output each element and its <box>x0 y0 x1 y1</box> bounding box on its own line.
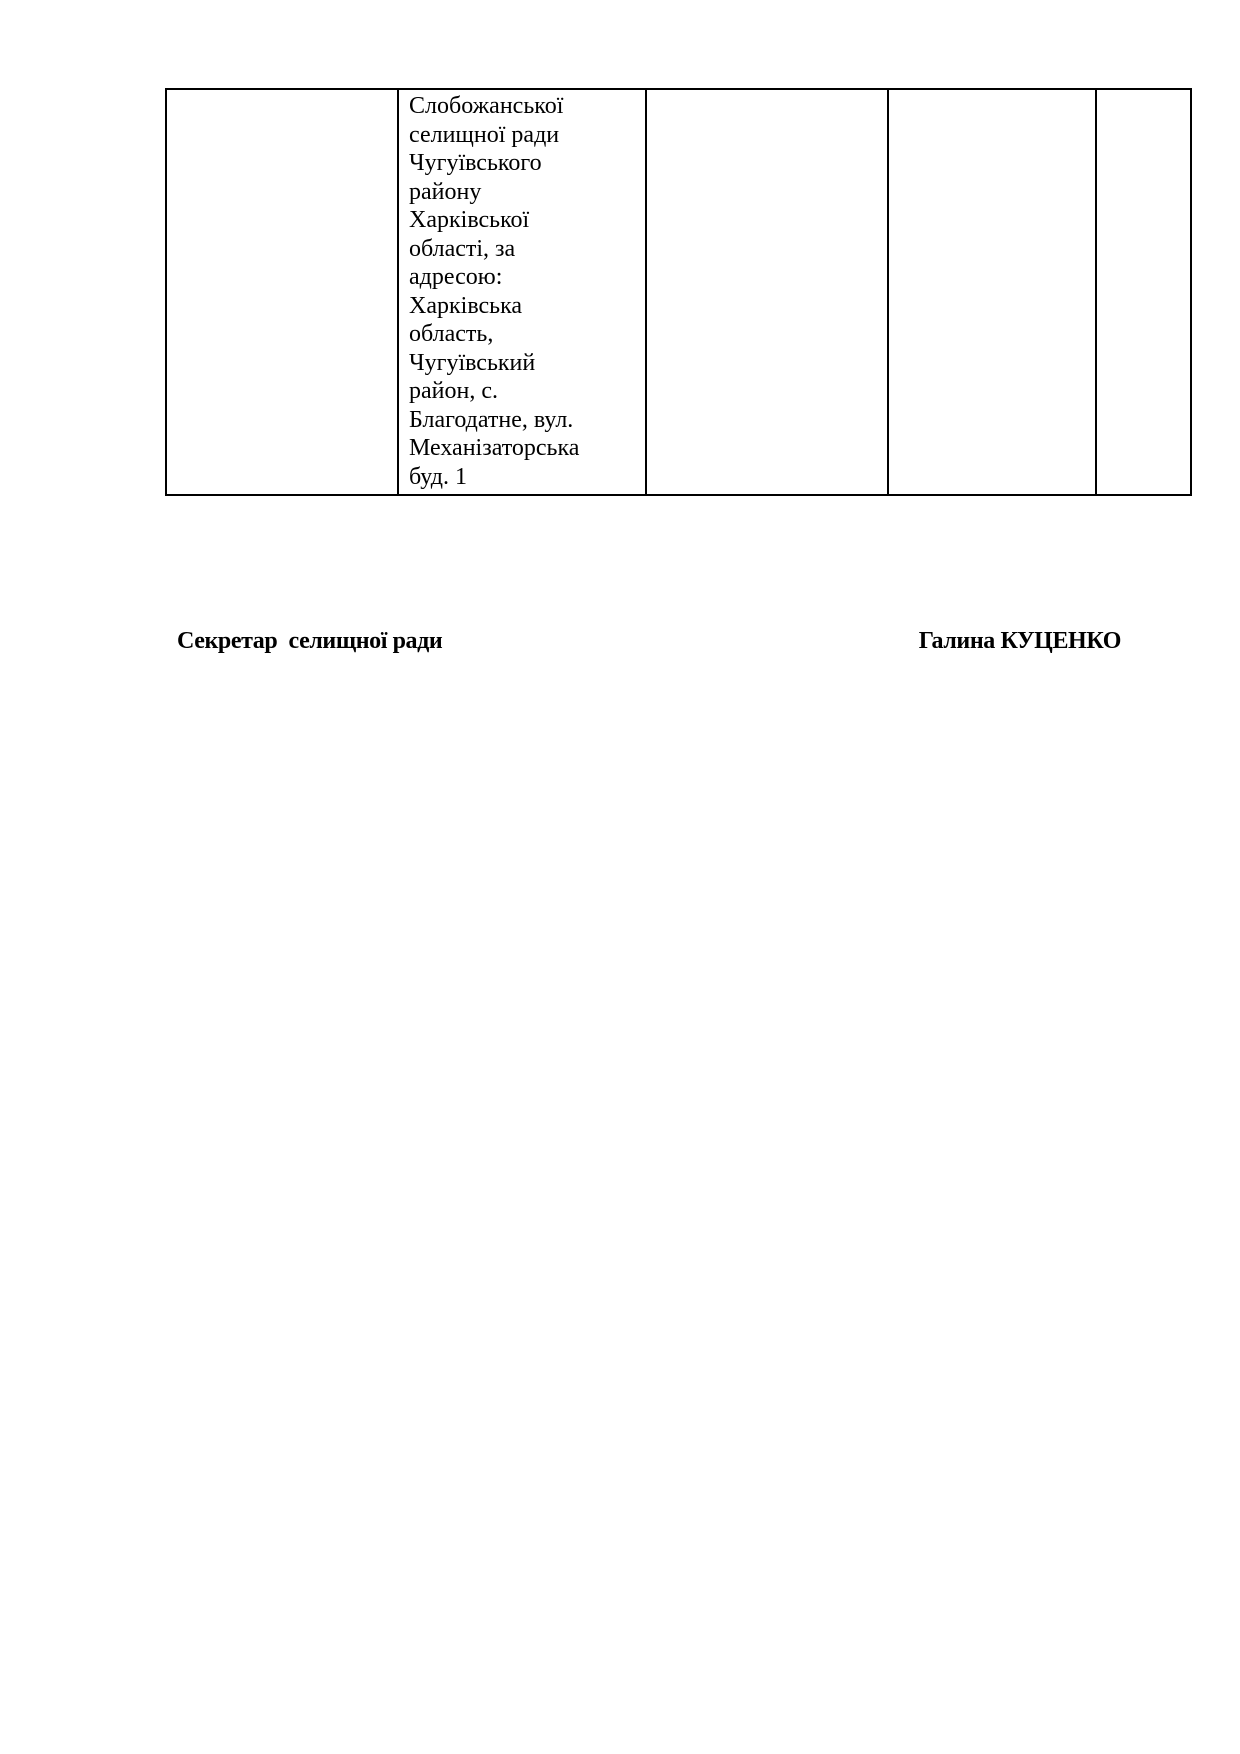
records-table <box>165 88 1192 496</box>
address-line: Слобожанської <box>409 93 564 119</box>
signature-name: Галина КУЦЕНКО <box>918 628 1121 654</box>
address-line: Харківська <box>409 292 523 319</box>
table-cell-address <box>398 89 646 495</box>
address-line: селищної ради <box>409 121 560 148</box>
signature-block <box>177 628 1121 658</box>
address-line: Механізаторська <box>409 435 580 461</box>
table-cell-3 <box>646 89 888 495</box>
address-line: Благодатне, вул. <box>409 406 574 433</box>
table-cell-5 <box>1096 89 1191 495</box>
signature-position: Секретар селищної ради <box>177 628 443 654</box>
address-line: Чугуївського <box>409 150 542 176</box>
table-cell-1 <box>166 89 398 495</box>
address-line: Харківської <box>409 207 530 233</box>
address-line: Чугуївський <box>409 349 536 376</box>
address-line: адресою: <box>409 264 503 290</box>
address-line: область, <box>409 321 494 347</box>
address-line: району <box>409 178 482 205</box>
address-line: район, с. <box>409 378 498 404</box>
table-cell-4 <box>888 89 1096 495</box>
table-row <box>166 89 1191 495</box>
address-line: буд. 1 <box>409 463 467 490</box>
address-line: області, за <box>409 235 516 262</box>
